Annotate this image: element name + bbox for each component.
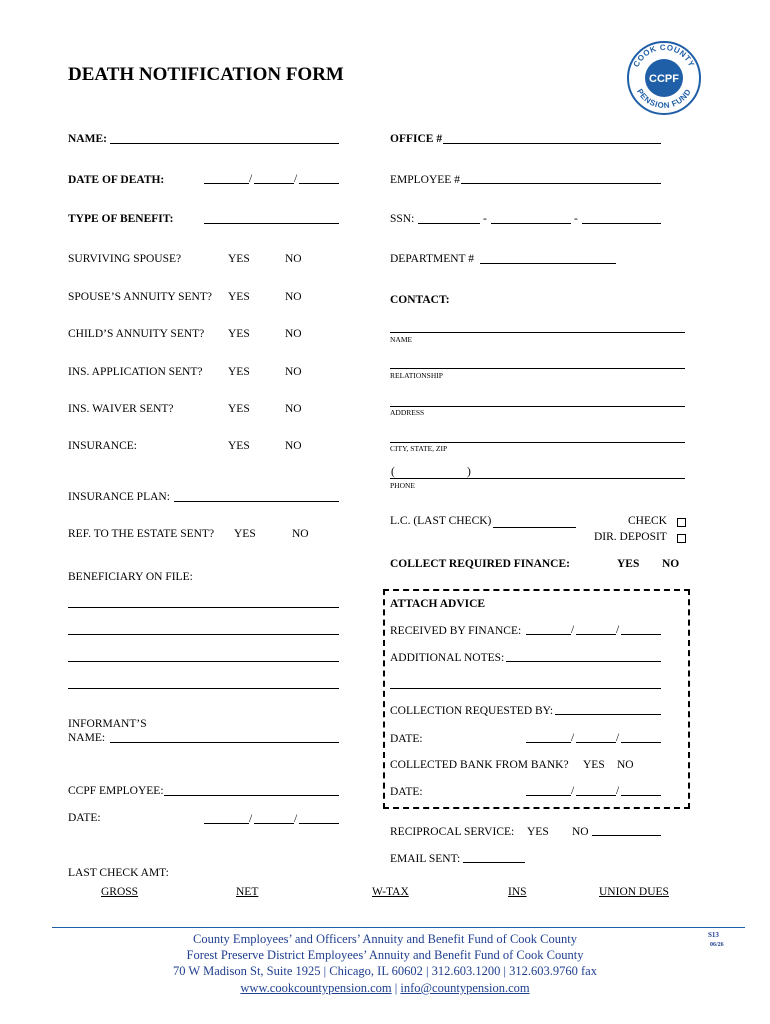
footer-line-2: Forest Preserve District Employees’ Annuity and Benefit Fund of Cook County [186, 948, 584, 962]
ins-application-yes[interactable]: YES [228, 366, 250, 378]
collect-required-yes[interactable]: YES [617, 558, 640, 570]
informant-label-1: INFORMANT’S [68, 718, 147, 730]
col-w-tax: W-TAX [372, 886, 409, 898]
slash: / [616, 732, 620, 744]
beneficiary-line-2[interactable] [68, 634, 339, 635]
dod-day-field[interactable] [254, 183, 294, 184]
col-ins: INS [508, 886, 527, 898]
reciprocal-service-field[interactable] [592, 835, 661, 836]
box-date2-day-field[interactable] [576, 795, 616, 796]
dir-deposit-label: DIR. DEPOSIT [594, 531, 667, 543]
svg-text:PENSION FUND: PENSION FUND [635, 87, 694, 111]
ins-application-label: INS. APPLICATION SENT? [68, 366, 203, 378]
slash: / [294, 813, 298, 825]
phone-caption: PHONE [390, 481, 416, 490]
ref-estate-yes[interactable]: YES [234, 528, 256, 540]
child-annuity-label: CHILD’S ANNUITY SENT? [68, 328, 205, 340]
relationship-field[interactable] [390, 368, 685, 369]
dod-month-field[interactable] [204, 183, 249, 184]
informant-label-2: NAME: [68, 732, 106, 744]
ref-estate-no[interactable]: NO [292, 528, 309, 540]
collect-required-label: COLLECT REQUIRED FINANCE: [390, 558, 570, 570]
additional-notes-line-2[interactable] [390, 688, 661, 689]
dir-deposit-checkbox[interactable] [677, 534, 686, 543]
slash: / [249, 173, 253, 185]
surviving-spouse-no[interactable]: NO [285, 253, 302, 265]
beneficiary-line-3[interactable] [68, 661, 339, 662]
box-date-month-field[interactable] [526, 742, 571, 743]
phone-paren-open: ( [391, 466, 395, 478]
attach-advice-label: ATTACH ADVICE [390, 598, 486, 610]
date-day-field[interactable] [254, 823, 294, 824]
address-field[interactable] [390, 406, 685, 407]
insurance-plan-label: INSURANCE PLAN: [68, 491, 170, 503]
col-gross: GROSS [101, 886, 139, 898]
email-sent-label: EMAIL SENT: [390, 853, 461, 865]
form-date: 06/26 [710, 942, 724, 948]
footer-links [0, 980, 770, 997]
name-field[interactable] [110, 143, 339, 144]
beneficiary-label: BENEFICIARY ON FILE: [68, 571, 193, 583]
collected-bank-no[interactable]: NO [617, 759, 634, 771]
address-caption: ADDRESS [390, 408, 425, 417]
ssn-part-1[interactable] [418, 223, 480, 224]
col-union-dues: UNION DUES [599, 886, 669, 898]
collection-requested-label: COLLECTION REQUESTED BY: [390, 705, 554, 717]
insurance-no[interactable]: NO [285, 440, 302, 452]
spouse-annuity-yes[interactable]: YES [228, 291, 250, 303]
slash: / [571, 732, 575, 744]
email-link[interactable]: info@countypension.com [400, 981, 530, 995]
page-title: DEATH NOTIFICATION FORM [68, 64, 344, 85]
contact-name-field[interactable] [390, 332, 685, 333]
slash: / [616, 785, 620, 797]
slash: / [616, 624, 620, 636]
box-date2-label: DATE: [390, 786, 423, 798]
box-date-year-field[interactable] [621, 742, 661, 743]
slash: / [294, 173, 298, 185]
ssn-part-3[interactable] [582, 223, 661, 224]
additional-notes-label: ADDITIONAL NOTES: [390, 652, 505, 664]
received-month-field[interactable] [526, 634, 571, 635]
last-check-amt-label: LAST CHECK AMT: [68, 867, 169, 879]
child-annuity-yes[interactable]: YES [228, 328, 250, 340]
type-of-benefit-field[interactable] [204, 223, 339, 224]
slash: / [571, 624, 575, 636]
type-of-benefit-label: TYPE OF BENEFIT: [68, 213, 174, 225]
received-year-field[interactable] [621, 634, 661, 635]
ccpf-employee-label: CCPF EMPLOYEE: [68, 785, 164, 797]
surviving-spouse-yes[interactable]: YES [228, 253, 250, 265]
email-sent-field[interactable] [463, 862, 525, 863]
collect-required-no[interactable]: NO [662, 558, 680, 570]
ssn-dash: - [483, 213, 487, 225]
surviving-spouse-label: SURVIVING SPOUSE? [68, 253, 182, 265]
received-by-finance-label: RECEIVED BY FINANCE: [390, 625, 522, 637]
col-net: NET [236, 886, 259, 898]
insurance-plan-field[interactable] [174, 501, 339, 502]
ins-waiver-no[interactable]: NO [285, 403, 302, 415]
ins-waiver-yes[interactable]: YES [228, 403, 250, 415]
box-date-day-field[interactable] [576, 742, 616, 743]
child-annuity-no[interactable]: NO [285, 328, 302, 340]
box-date2-year-field[interactable] [621, 795, 661, 796]
beneficiary-line-4[interactable] [68, 688, 339, 689]
phone-paren-close: ) [467, 466, 471, 478]
employee-label: EMPLOYEE # [390, 174, 460, 186]
insurance-yes[interactable]: YES [228, 440, 250, 452]
office-label: OFFICE # [390, 133, 443, 145]
collected-bank-label: COLLECTED BANK FROM BANK? [390, 759, 569, 771]
reciprocal-service-yes[interactable]: YES [527, 826, 549, 838]
logo-center-text: CCPF [649, 73, 679, 85]
reciprocal-service-no[interactable]: NO [572, 826, 589, 838]
box-date2-month-field[interactable] [526, 795, 571, 796]
department-field[interactable] [480, 263, 616, 264]
spouse-annuity-label: SPOUSE’S ANNUITY SENT? [68, 291, 212, 303]
slash: / [249, 813, 253, 825]
date-month-field[interactable] [204, 823, 249, 824]
box-date-label: DATE: [390, 733, 423, 745]
attach-advice-box [383, 589, 690, 809]
city-state-zip-field[interactable] [390, 442, 685, 443]
ins-waiver-label: INS. WAIVER SENT? [68, 403, 174, 415]
ccpf-employee-field[interactable] [164, 795, 339, 796]
check-label: CHECK [628, 515, 667, 527]
date-label: DATE: [68, 812, 101, 824]
ssn-part-2[interactable] [491, 223, 571, 224]
spouse-annuity-no[interactable]: NO [285, 291, 302, 303]
insurance-label: INSURANCE: [68, 440, 138, 452]
name-label: NAME: [68, 133, 107, 145]
footer-line-3: 70 W Madison St, Suite 1925 | Chicago, IL 60602 | 312.603.1200 | 312.603.9760 fax [173, 964, 597, 978]
check-checkbox[interactable] [677, 518, 686, 527]
informant-name-field[interactable] [110, 742, 339, 743]
reciprocal-service-label: RECIPROCAL SERVICE: [390, 826, 515, 838]
collection-requested-field[interactable] [555, 714, 661, 715]
additional-notes-field[interactable] [506, 661, 661, 662]
svg-text:COOK COUNTY: COOK COUNTY [631, 42, 697, 69]
received-day-field[interactable] [576, 634, 616, 635]
date-of-death-label: DATE OF DEATH: [68, 174, 165, 186]
ssn-dash: - [574, 213, 578, 225]
ins-application-no[interactable]: NO [285, 366, 302, 378]
office-field[interactable] [443, 143, 661, 144]
beneficiary-line-1[interactable] [68, 607, 339, 608]
date-year-field[interactable] [299, 823, 339, 824]
link-separator: | [394, 981, 398, 995]
ccpf-logo [626, 40, 702, 116]
employee-field[interactable] [461, 183, 661, 184]
collected-bank-yes[interactable]: YES [583, 759, 605, 771]
relationship-caption: RELATIONSHIP [390, 371, 443, 380]
footer-line-1: County Employees’ and Officers’ Annuity and Benefit Fund of Cook County [193, 932, 577, 946]
website-link[interactable]: www.cookcountypension.com [240, 981, 392, 995]
department-label: DEPARTMENT # [390, 253, 474, 265]
slash: / [571, 785, 575, 797]
lc-last-check-field[interactable] [493, 527, 576, 528]
ssn-label: SSN: [390, 213, 415, 225]
contact-name-caption: NAME [390, 335, 413, 344]
lc-last-check-label: L.C. (LAST CHECK) [390, 515, 492, 527]
form-code: S13 [708, 931, 719, 939]
city-state-zip-caption: CITY, STATE, ZIP [390, 444, 448, 453]
ref-estate-label: REF. TO THE ESTATE SENT? [68, 528, 215, 540]
dod-year-field[interactable] [299, 183, 339, 184]
contact-label: CONTACT: [390, 294, 450, 306]
footer-divider [52, 927, 745, 928]
phone-field[interactable] [390, 478, 685, 479]
